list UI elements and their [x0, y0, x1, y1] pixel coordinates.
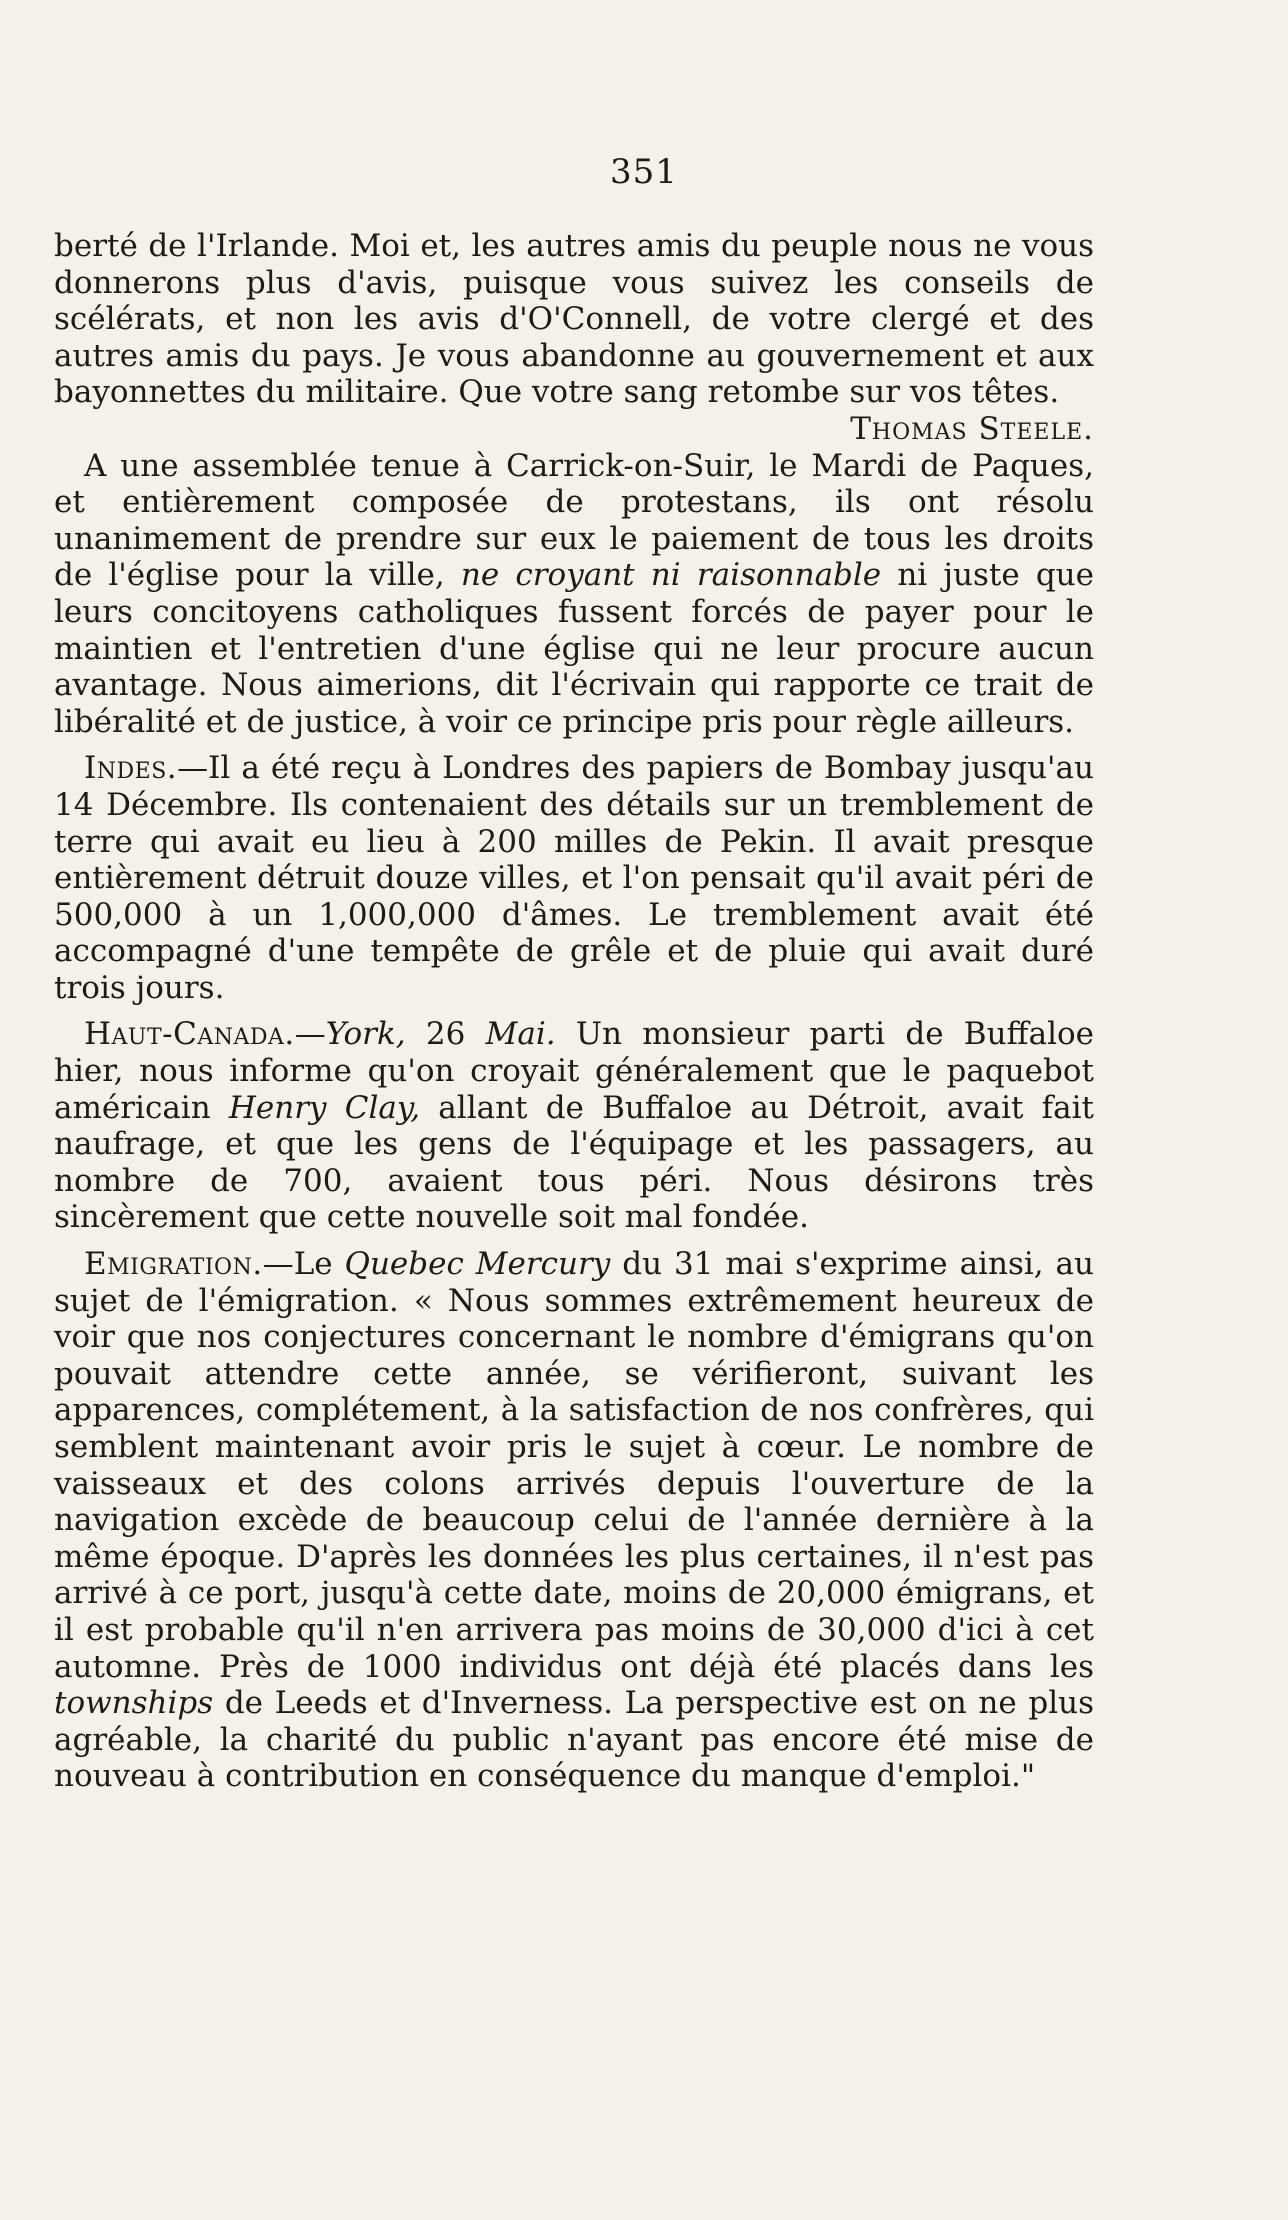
italic-word: townships	[54, 1685, 214, 1722]
paragraph-text: berté de l'Irlande. Moi et, les autres amis du peuple nous ne vous donnerons plus d'avis, puisque vous suivez les conseils de scélérats, et non les avis d'O'Connell, de votre clergé et des autres amis du pays. Je vous abandonne au gouvernement et aux bayonnettes du militaire. Que votre sang retombe sur vos têtes.	[54, 228, 1094, 411]
ship-name: Henry Clay,	[228, 1089, 421, 1126]
paragraph-text: —Le	[262, 1246, 345, 1283]
paragraph-text: —Il a été reçu à Londres des papiers de Bombay jusqu'au 14 Décembre. Ils contenaient des détails sur un tremblement de terre qui avait eu lieu à 200 milles de Pekin. Il avait presque entièrement détruit douze villes, et l'on pensait qu'il avait péri de 500,000 à un 1,000,000 d'âmes. Le tremblement avait été accompagné d'une tempête de grêle et de pluie qui avait duré trois jours.	[54, 750, 1094, 1006]
paragraph-indes	[54, 750, 1094, 1006]
section-heading: Emigration.	[84, 1246, 263, 1283]
section-heading: Indes.	[84, 750, 178, 787]
paragraph-steele	[54, 228, 1094, 447]
paragraph-text: ni juste que leurs concitoyens catholiques fussent forcés de payer pour le maintien et l'entretien d'une église qui ne leur procure aucun avantage. Nous aimerions, dit l'écrivain qui rapporte ce trait de libéralité et de justice, à voir ce principe pris pour règle ailleurs.	[54, 557, 1094, 740]
paragraph-text: A une assemblée tenue à Carrick-on-Suir, le Mardi de Paques, et entièrement composée de protestans, ils ont résolu unanimement de prendre sur eux le paiement de tous les droits de l'église pour la ville,	[54, 447, 1094, 594]
signature: Thomas Steele.	[850, 410, 1094, 447]
date-day: 26	[405, 1016, 486, 1053]
page-number: 351	[610, 152, 678, 192]
paragraph-text: Un monsieur parti de Buffaloe hier, nous informe qu'on croyait généralement que le paquebot américain	[54, 1016, 1094, 1126]
dash: —	[294, 1016, 326, 1053]
place-name: York,	[325, 1016, 406, 1053]
section-heading: Haut-Canada.	[84, 1016, 295, 1053]
italic-phrase: ne croyant ni raisonnable	[460, 557, 882, 594]
paragraph-text: de Leeds et d'Inverness. La perspective est on ne plus agréable, la charité du public n'ayant pas encore été mise de nouveau à contribution en conséquence du manque d'emploi."	[54, 1685, 1094, 1795]
page-body	[54, 228, 1094, 1805]
date-month: Mai.	[485, 1016, 556, 1053]
paragraph-carrick	[54, 448, 1094, 741]
paragraph-text: du 31 mai s'exprime ainsi, au sujet de l'émigration. « Nous sommes extrêmement heureux de voir que nos conjectures concernant le nombre d'émigrans qu'on pouvait attendre cette année, se vérifieront, suivant les apparences, complétement, à la satisfaction de nos confrères, qui semblent maintenant avoir pris le sujet à cœur. Le nombre de vaisseaux et des colons arrivés depuis l'ouverture de la navigation excède de beaucoup celui de l'année dernière à la même époque. D'après les données les plus certaines, il n'est pas arrivé à ce port, jusqu'à cette date, moins de 20,000 émigrans, et il est probable qu'il n'en arrivera pas moins de 30,000 d'ici à cet automne. Près de 1000 individus ont déjà été placés dans les	[54, 1246, 1094, 1685]
paragraph-emigration	[54, 1246, 1094, 1795]
paragraph-haut-canada	[54, 1016, 1094, 1236]
paragraph-text: allant de Buffaloe au Détroit, avait fait naufrage, et que les gens de l'équipage et les passagers, au nombre de 700, avaient tous péri. Nous désirons très sincèrement que cette nouvelle soit mal fondée.	[54, 1089, 1094, 1236]
newspaper-name: Quebec Mercury	[344, 1246, 611, 1283]
